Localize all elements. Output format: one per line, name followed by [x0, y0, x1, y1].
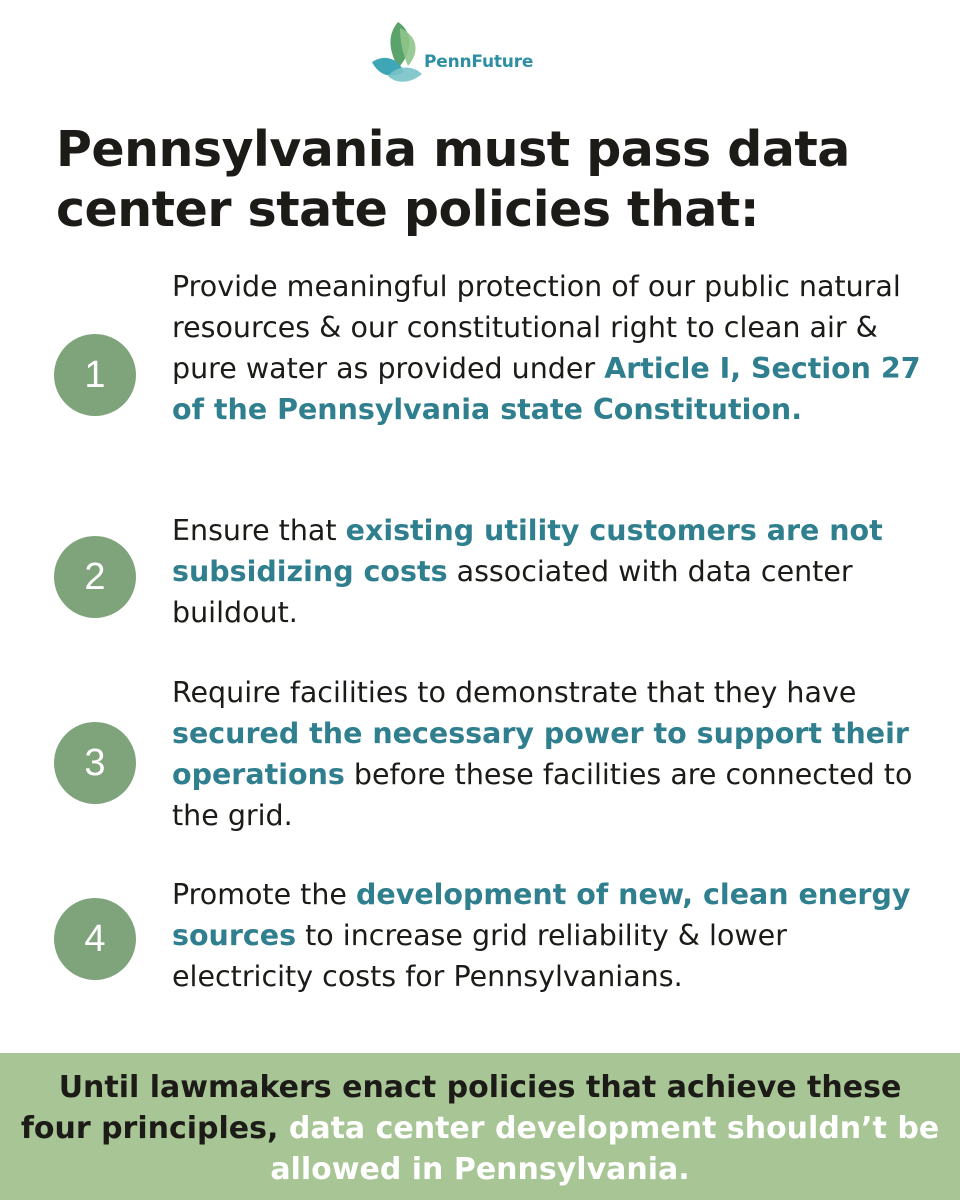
- pennfuture-logo: [368, 18, 538, 84]
- policy-text-4-highlight: development of new, clean energy sources: [172, 878, 911, 952]
- policy-text-2: [172, 510, 932, 633]
- headline-line-1: Pennsylvania must pass data: [56, 121, 850, 178]
- policy-text-2-highlight: existing utility customers are not subsidizing costs: [172, 514, 883, 588]
- policy-text-1-plain: Provide meaningful protection of our public natural resources & our constitutional right to clean air & pure water as provided under: [172, 270, 901, 385]
- banner-text-plain: Until lawmakers enact policies that achieve these four principles,: [20, 1070, 902, 1146]
- policy-text-4-plain: Promote the: [172, 878, 357, 911]
- policy-text-3-plain: Require facilities to demonstrate that they have: [172, 676, 857, 709]
- policy-text-2-after: associated with data center buildout.: [172, 555, 853, 629]
- leaf-icon: [368, 18, 428, 84]
- number-badge-4: 4: [54, 898, 136, 980]
- policy-text-3-after: before these facilities are connected to the grid.: [172, 758, 913, 832]
- policy-text-4: [172, 874, 932, 997]
- banner-text: [20, 1067, 940, 1190]
- policy-text-1-highlight: Article I, Section 27 of the Pennsylvania state Constitution.: [172, 352, 921, 426]
- policy-text-4-after: to increase grid reliability & lower electricity costs for Pennsylvanians.: [172, 919, 787, 993]
- number-badge-1: 1: [54, 334, 136, 416]
- policy-text-2-plain: Ensure that: [172, 514, 346, 547]
- policy-text-3-highlight: secured the necessary power to support their operations: [172, 717, 909, 791]
- number-badge-2: 2: [54, 536, 136, 618]
- closing-banner: [0, 1053, 960, 1200]
- policy-text-3: [172, 672, 932, 836]
- brand-name: PennFuture: [424, 52, 534, 72]
- headline-line-2: center state policies that:: [56, 181, 759, 238]
- page-title: [56, 120, 936, 240]
- policy-text-1: [172, 266, 932, 430]
- number-badge-3: 3: [54, 722, 136, 804]
- banner-text-highlight: data center development shouldn’t be allowed in Pennsylvania.: [270, 1111, 940, 1187]
